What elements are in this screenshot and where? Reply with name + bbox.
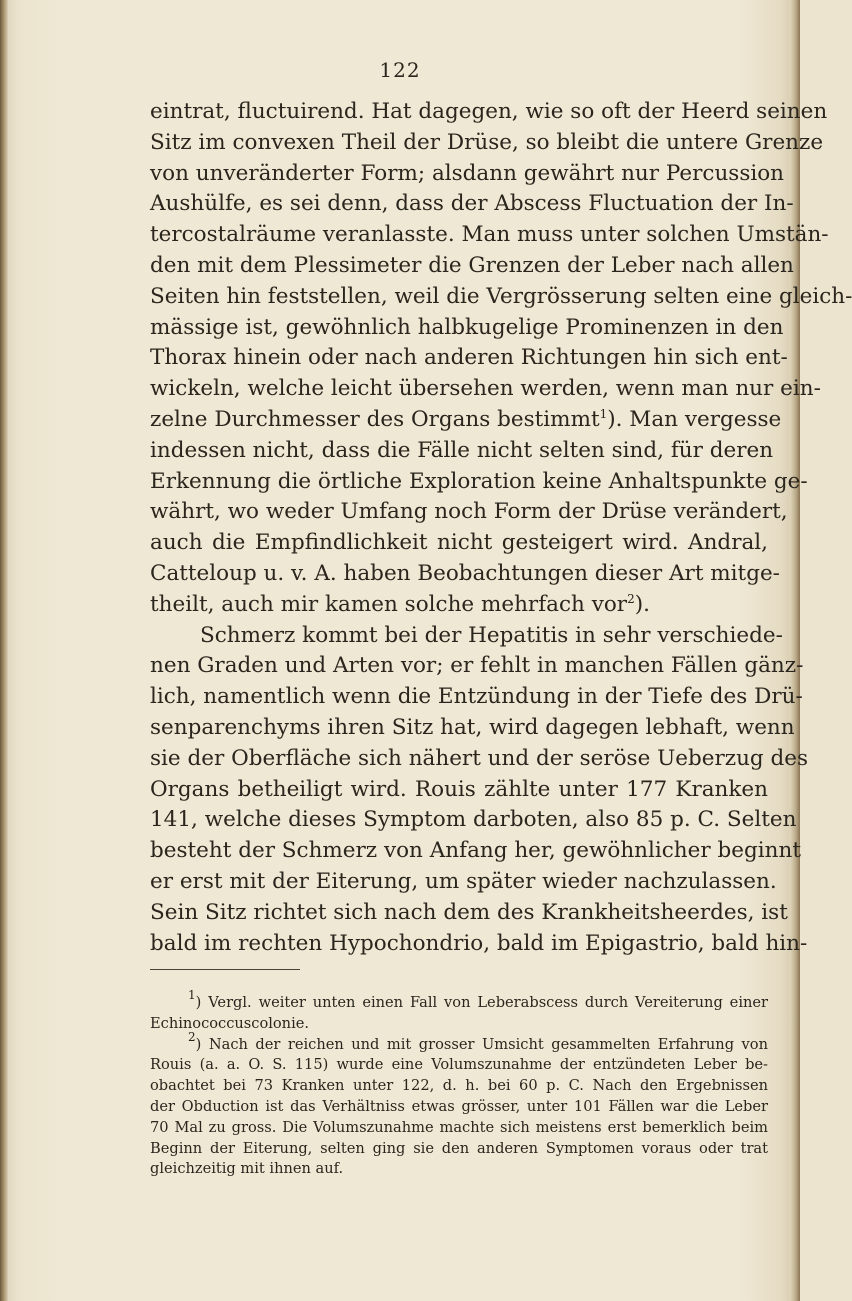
body-line (150, 128, 824, 159)
body-line (150, 651, 804, 682)
footnote-line (150, 1076, 768, 1097)
body-line (150, 159, 785, 190)
body-line (150, 621, 783, 652)
body-line-text: Aushülfe, es sei denn, dass der Abscess Fluctuation der In- (150, 191, 794, 217)
body-line-text: von unveränderter Form; alsdann gewährt nur Percussion (150, 160, 785, 186)
body-line-text: tercostalräume veranlasste. Man muss unter solchen Umstän- (150, 222, 829, 248)
footnote-line (150, 1097, 768, 1118)
footnote-reference: 2 (627, 591, 635, 606)
body-line (150, 313, 784, 344)
body-line-tail: ). Man vergesse (607, 406, 782, 432)
body-line-text: er erst mit der Eiterung, um später wieder nachzulassen. (150, 868, 777, 894)
body-line (150, 805, 797, 836)
footnote-marker: 2 (188, 1029, 196, 1044)
body-line-text: wickeln, welche leicht übersehen werden, wenn man nur ein- (150, 376, 821, 402)
body-line-tail: ). (634, 591, 650, 617)
footnote-marker: 1 (188, 988, 196, 1002)
body-line-text: den mit dem Plessimeter die Grenzen der Leber nach allen (150, 252, 794, 278)
body-text (150, 97, 852, 959)
footnote-line (150, 988, 768, 1014)
footnote-reference: 1 (599, 406, 608, 421)
body-line (150, 836, 801, 867)
footnote-line-text: obachtet bei 73 Kranken unter 122, d. h. bei 60 p. C. Nach den Ergebnissen (150, 1077, 768, 1095)
body-line-text: indessen nicht, dass die Fälle nicht selten sind, für deren (150, 437, 774, 463)
body-line (150, 590, 768, 621)
footnote-line-text: Rouis (a. a. O. S. 115) wurde eine Volumszunahme der entzündeten Leber be- (150, 1056, 768, 1074)
body-line-text: senparenchyms ihren Sitz hat, wird dagegen lebhaft, wenn (150, 714, 795, 740)
body-line (150, 559, 780, 590)
footnote-divider (150, 969, 300, 970)
body-line (150, 898, 788, 929)
body-line (150, 775, 768, 806)
body-line (150, 436, 774, 467)
body-line-text: Thorax hinein oder nach anderen Richtungen hin sich ent- (150, 345, 788, 371)
body-line (150, 467, 808, 498)
body-line (150, 713, 795, 744)
body-line-text: theilt, auch mir kamen solche mehrfach vor (150, 591, 628, 617)
footnotes (150, 988, 768, 1180)
body-line (150, 405, 782, 436)
body-line (150, 682, 803, 713)
footnote-line (150, 1014, 768, 1035)
footnote-line (150, 1118, 768, 1139)
body-line-text: Schmerz kommt bei der Hepatitis in sehr verschiede- (200, 622, 783, 648)
body-line-text: Sitz im convexen Theil der Drüse, so bleibt die untere Grenze (150, 129, 824, 155)
body-line-text: Erkennung die örtliche Exploration keine Anhaltspunkte ge- (150, 468, 808, 494)
body-line-text: besteht der Schmerz von Anfang her, gewöhnlicher beginnt (150, 838, 801, 864)
body-line (150, 97, 828, 128)
footnote-line-text: 70 Mal zu gross. Die Volumszunahme machte sich meistens erst bemerklich beim (150, 1118, 768, 1136)
body-line-text: 141, welche dieses Symptom darboten, also 85 p. C. Selten (150, 807, 797, 833)
body-line-text: auch die Empfindlichkeit nicht gesteigert wird. Andral, (150, 530, 768, 556)
body-line (150, 867, 777, 898)
body-line-text: mässige ist, gewöhnlich halbkugelige Prominenzen in den (150, 314, 784, 340)
body-line (150, 528, 768, 559)
body-line-text: Sein Sitz richtet sich nach dem des Krankheitsheerdes, ist (150, 899, 788, 925)
book-binding-left (0, 0, 8, 1301)
footnote-line-text: Echinococcuscolonie. (150, 1014, 310, 1032)
body-line (150, 343, 788, 374)
body-line-text: Catteloup u. v. A. haben Beobachtungen dieser Art mitge- (150, 560, 780, 586)
body-line-text: Seiten hin feststellen, weil die Vergrösserung selten eine gleich- (150, 283, 852, 309)
body-line-text: zelne Durchmesser des Organs bestimmt (150, 406, 600, 432)
body-line (150, 251, 794, 282)
footnote-line (150, 1159, 768, 1180)
body-line (150, 374, 821, 405)
footnote-line-text: Beginn der Eiterung, selten ging sie den anderen Symptomen voraus oder trat (150, 1139, 768, 1157)
body-line-text: Organs betheiligt wird. Rouis zählte unter 177 Kranken (150, 776, 768, 802)
footnote-line-text: gleichzeitig mit ihnen auf. (150, 1160, 344, 1178)
body-line (150, 929, 808, 960)
body-line-text: nen Graden und Arten vor; er fehlt in manchen Fällen gänz- (150, 653, 804, 679)
body-line-text: lich, namentlich wenn die Entzündung in der Tiefe des Drü- (150, 684, 803, 710)
body-line (150, 282, 852, 313)
body-line-text: währt, wo weder Umfang noch Form der Drüse verändert, (150, 499, 788, 525)
footnote-line (150, 1139, 768, 1160)
body-line (150, 744, 809, 775)
body-line-text: sie der Oberfläche sich nähert und der seröse Ueberzug des (150, 745, 809, 771)
footnote-line (150, 1029, 768, 1056)
footnote-line (150, 1055, 768, 1076)
body-line (150, 497, 788, 528)
body-line (150, 220, 829, 251)
body-line-text: bald im rechten Hypochondrio, bald im Epigastrio, bald hin- (150, 930, 808, 956)
page-number: 122 (379, 58, 421, 82)
footnote-line-text: der Obduction ist das Verhältniss etwas grösser, unter 101 Fällen war die Leber (150, 1097, 768, 1115)
footnote-text: ) Nach der reichen und mit grosser Umsicht gesammelten Erfahrung von (195, 1035, 768, 1053)
body-line (150, 189, 794, 220)
body-line-text: eintrat, fluctuirend. Hat dagegen, wie so oft der Heerd seinen (150, 99, 828, 124)
footnote-text: ) Vergl. weiter unten einen Fall von Leberabscess durch Vereiterung einer (195, 994, 768, 1011)
